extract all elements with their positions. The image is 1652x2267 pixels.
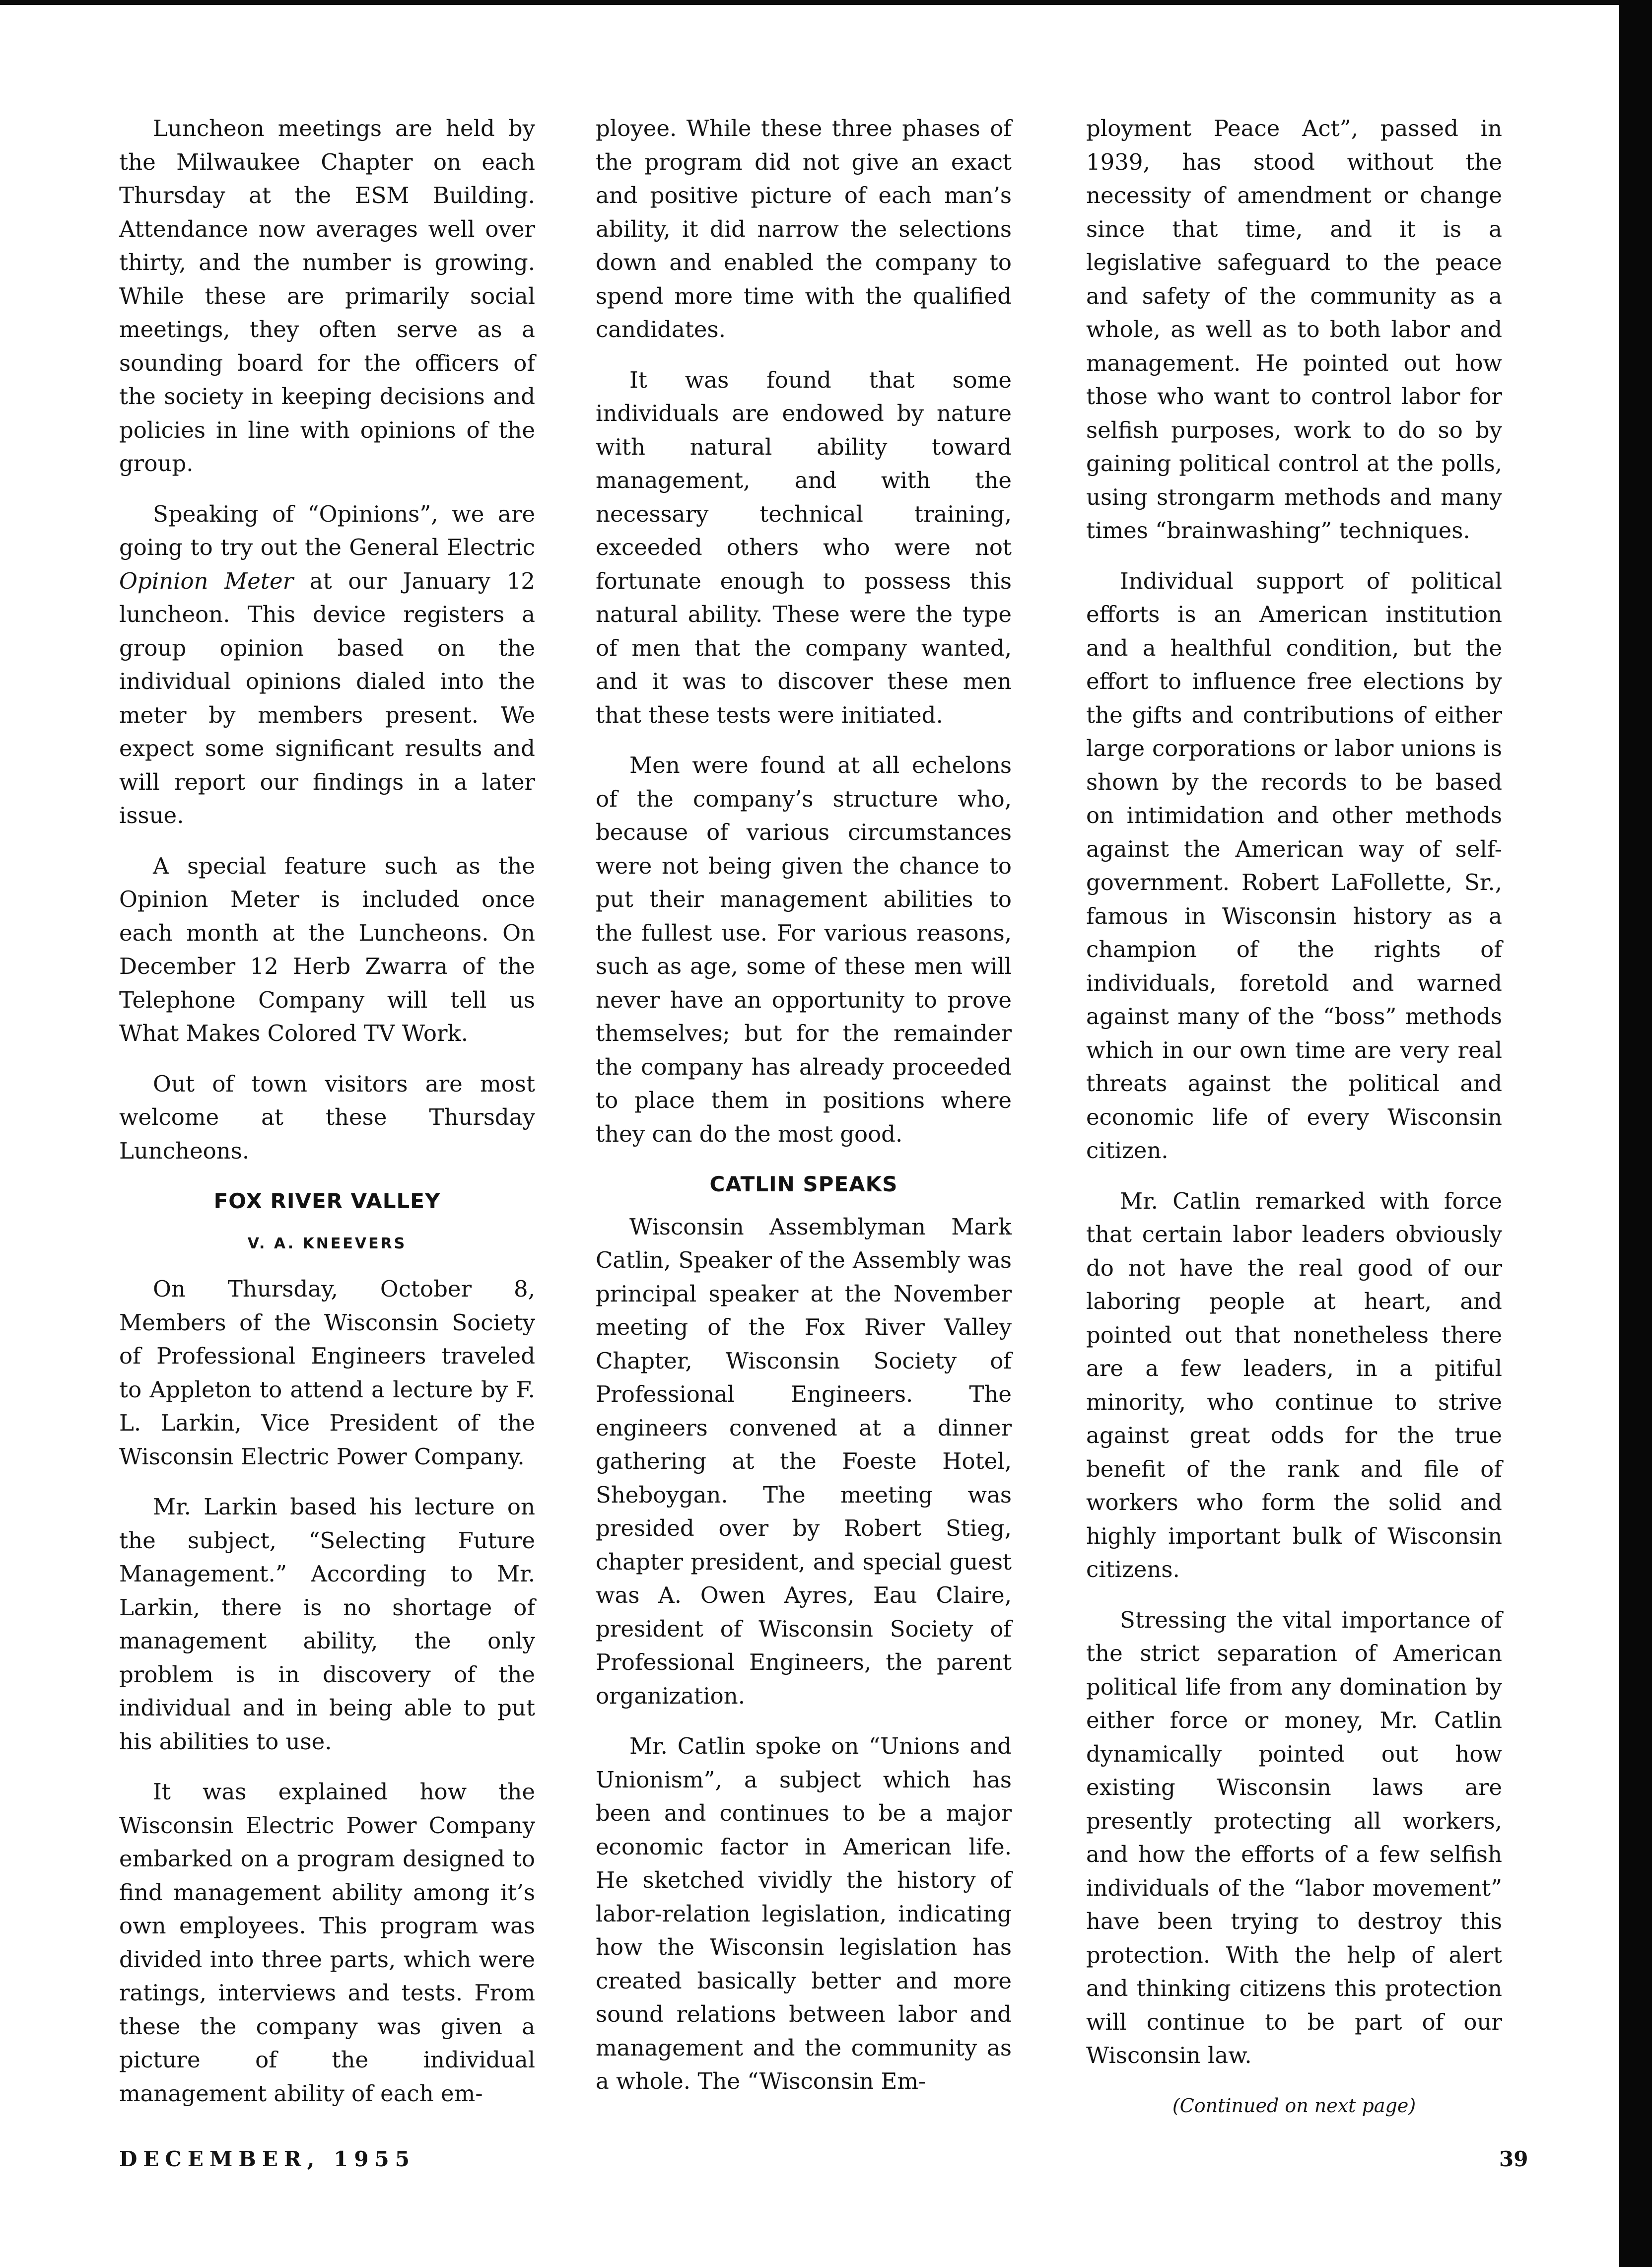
continued-note: (Continued on next page) bbox=[1172, 2094, 1416, 2117]
scan-edge-right bbox=[1619, 0, 1652, 2267]
emphasis: Opinion Meter bbox=[119, 567, 294, 594]
paragraph: Wisconsin Assemblyman Mark Catlin, Speaker of the Assembly was principal speaker at the November meeting of the Fox River Valley Chapter, Wisconsin Society of Professional Engineers. The engineers convened at a dinner gathering at the Foeste Hotel, Sheboygan. The meeting was presided over by Robert Stieg, chapter president, and special guest was A. Owen Ayres, Eau Claire, president of Wisconsin Society of Professional Engineers, the parent organization. bbox=[596, 1213, 1012, 1709]
footer-date: DECEMBER, 1955 bbox=[119, 2147, 415, 2171]
paragraph: A special feature such as the Opinion Meter is included once each month at the Luncheons. On December 12 Herb Zwarra of the Telephone Company will tell us What Makes Colored TV Work. bbox=[119, 852, 535, 1046]
paragraph: ployee. While these three phases of the program did not give an exact and positive picture of each man’s ability, it did narrow the selections down and enabled the company to spend more time with the qualified candidates. bbox=[596, 115, 1012, 343]
paragraph: ployment Peace Act”, passed in 1939, has stood without the necessity of amendment or change since that time, and it is a legislative safeguard to the peace and safety of the community as a whole, as well as to both labor and management. He pointed out how those who want to control labor for selfish purposes, work to do so by gaining political control at the polls, using strongarm methods and many times “brainwashing” techniques. bbox=[1086, 115, 1502, 544]
paragraph: It was found that some individuals are endowed by nature with natural ability toward management, and with the necessary technical training, exceeded others who were not fortunate enough to possess this natural ability. These were the type of men that the company wanted, and it was to discover these men that these tests were initiated. bbox=[596, 366, 1012, 728]
column-middle bbox=[596, 112, 1012, 2115]
section-heading: CATLIN SPEAKS bbox=[709, 1172, 898, 1196]
column-left bbox=[119, 112, 535, 2127]
text-run: Speaking of “Opinions”, we are going to try out the General Electric bbox=[119, 500, 535, 560]
byline: V. A. KNEEVERS bbox=[247, 1235, 407, 1252]
paragraph: Mr. Catlin spoke on “Unions and Unionism”, a subject which has been and continues to be a major economic factor in American life. He sketched vividly the history of labor-relation legislation, indicating how the Wisconsin legislation has created basically better and more sound relations between labor and management and the community as a whole. The “Wisconsin Em- bbox=[596, 1733, 1012, 2094]
paragraph: It was explained how the Wisconsin Electric Power Company embarked on a program designed to find management ability among it’s own employees. This program was divided into three parts, which were ratings, interviews and tests. From these the company was given a picture of the individual management ability of each em- bbox=[119, 1779, 535, 2107]
paragraph: Mr. Catlin remarked with force that certain labor leaders obviously do not have the real good of our laboring people at heart, and pointed out that nonetheless there are a few leaders, in a pitiful minority, who continue to strive against great odds for the true benefit of the rank and file of workers who form the solid and highly important bulk of Wisconsin citizens. bbox=[1086, 1187, 1502, 1582]
paragraph: Luncheon meetings are held by the Milwaukee Chapter on each Thursday at the ESM Building. Attendance now averages well over thirty, and the number is growing. While these are primarily social meetings, they often serve as a sounding board for the officers of the society in keeping decisions and policies in line with opinions of the group. bbox=[119, 115, 535, 477]
paragraph: Men were found at all echelons of the company’s structure who, because of various circumstances were not being given the chance to put their management abilities to the fullest use. For various reasons, such as age, some of these men will never have an opportunity to prove themselves; but for the remainder the company has already proceeded to place them in positions where they can do the most good. bbox=[596, 752, 1012, 1147]
paragraph: Stressing the vital importance of the strict separation of American political life from any domination by either force or money, Mr. Catlin dynamically pointed out how existing Wisconsin laws are presently protecting all workers, and how the efforts of a few selfish individuals of the “labor movement” have been trying to destroy this protection. With the help of alert and thinking citizens this protection will continue to be part of our Wisconsin law. bbox=[1086, 1606, 1502, 2068]
section-heading: FOX RIVER VALLEY bbox=[213, 1189, 441, 1213]
text-run: at our January 12 luncheon. This device registers a group opinion based on the individual opinions dialed into the meter by members present. We expect some significant results and will report our findings in a later issue. bbox=[119, 567, 535, 828]
paragraph: Out of town visitors are most welcome at these Thursday Luncheons. bbox=[119, 1070, 535, 1164]
paragraph: On Thursday, October 8, Members of the Wisconsin Society of Professional Engineers traveled to Appleton to attend a lecture by F. L. Larkin, Vice President of the Wisconsin Electric Power Company. bbox=[119, 1276, 535, 1470]
page-number: 39 bbox=[1499, 2147, 1528, 2171]
paragraph: Mr. Larkin based his lecture on the subject, “Selecting Future Management.” According to Mr. Larkin, there is no shortage of management ability, the only problem is in discovery of the individual and in being able to put his abilities to use. bbox=[119, 1494, 535, 1755]
column-right bbox=[1086, 112, 1502, 2139]
paragraph: Individual support of political efforts is an American institution and a healthful condition, but the effort to influence free elections by the gifts and contributions of either large corporations or labor unions is shown by the records to be based on intimidation and other methods against the American way of self-government. Robert LaFollette, Sr., famous in Wisconsin history as a champion of the rights of individuals, foretold and warned against many of the “boss” methods which in our own time are very real threats against the political and economic life of every Wisconsin citizen. bbox=[1086, 567, 1502, 1164]
paragraph bbox=[119, 497, 535, 832]
scan-edge-top bbox=[0, 0, 1619, 5]
